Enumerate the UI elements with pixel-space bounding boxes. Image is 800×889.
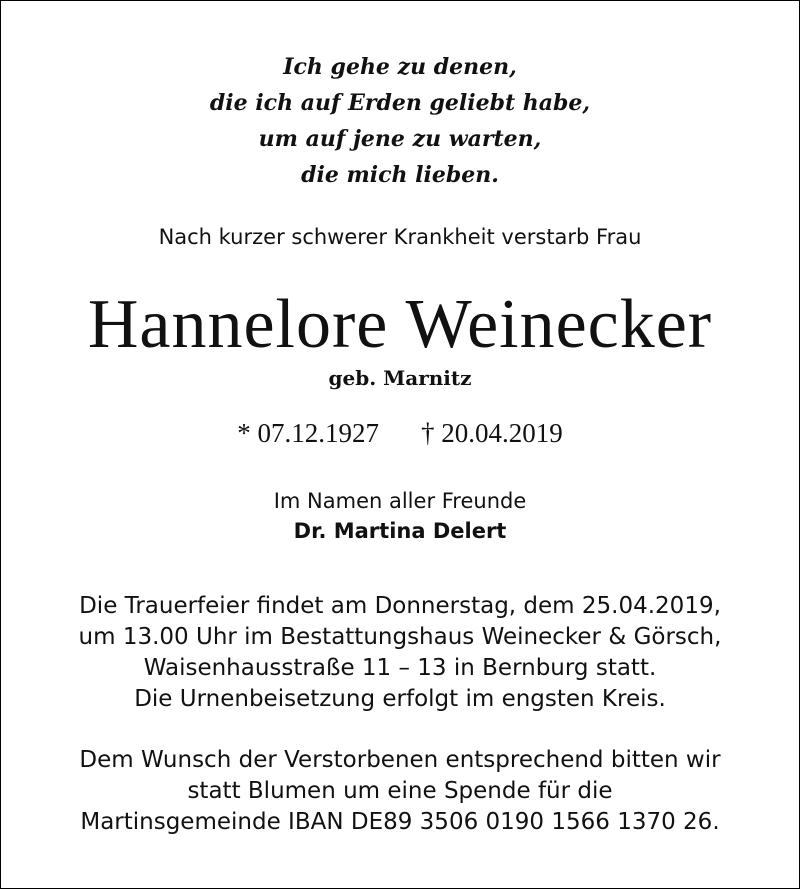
birth-date: * 07.12.1927 [237,418,379,448]
donation-line: statt Blumen um eine Spende für die [187,778,613,804]
poem-verse [1,49,799,193]
donation-request [1,745,799,838]
signer-intro: Im Namen aller Freunde [273,489,527,513]
intro-text: Nach kurzer schwerer Krankheit verstarb Frau [158,225,642,249]
ceremony-details [1,591,799,715]
donation-line: Martinsgemeinde IBAN DE89 3506 0190 1566 1370 26. [80,809,720,835]
ceremony-line: Die Trauerfeier findet am Donnerstag, dem 25.04.2019, [79,593,721,619]
ceremony-line: Die Urnenbeisetzung erfolgt im engsten Kreis. [134,686,666,712]
poem-line: Ich gehe zu denen, [283,54,517,80]
announcement-intro [1,222,799,252]
poem-line: die mich lieben. [301,162,499,188]
poem-line: um auf jene zu warten, [258,126,542,152]
maiden-name: geb. Marnitz [328,366,472,390]
deceased-name: Hannelore Weinecker [87,286,713,363]
death-date: † 20.04.2019 [421,418,563,448]
ceremony-line: um 13.00 Uhr im Bestattungshaus Weinecker & Görsch, [78,624,722,650]
signer-name: Dr. Martina Delert [293,519,507,543]
life-dates [1,416,799,450]
donation-line: Dem Wunsch der Verstorbenen entsprechend bitten wir [79,747,721,773]
signer-block [1,486,799,546]
ceremony-line: Waisenhausstraße 11 – 13 in Bernburg statt. [143,655,657,681]
poem-line: die ich auf Erden geliebt habe, [209,90,591,116]
